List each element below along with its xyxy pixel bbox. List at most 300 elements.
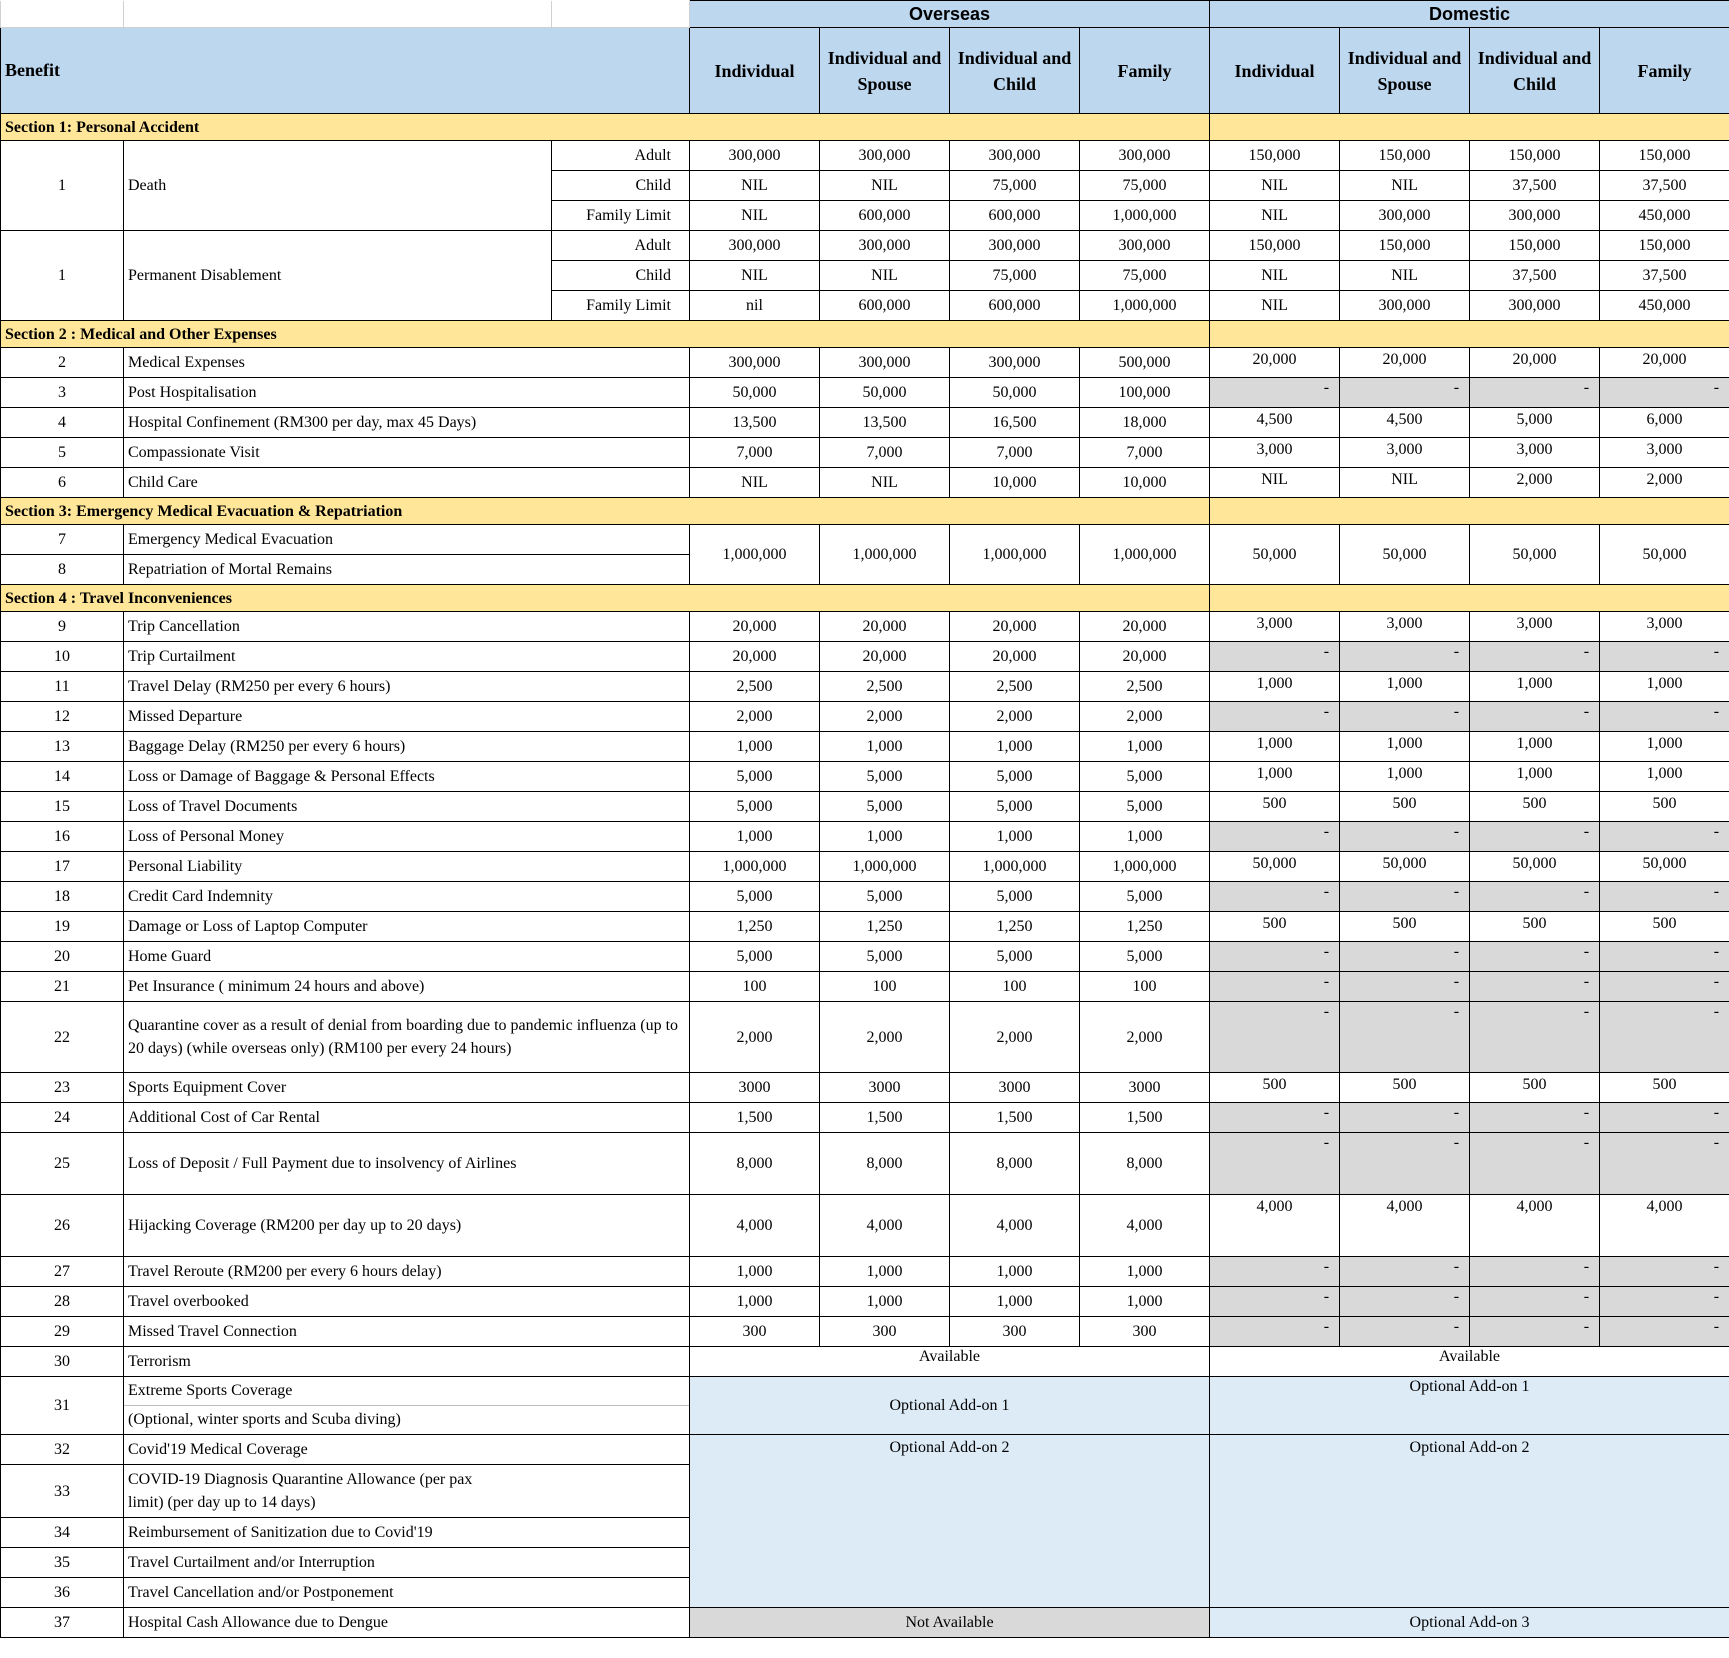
overseas-value: 5,000 xyxy=(950,762,1080,792)
sub-label: Adult xyxy=(552,231,690,261)
overseas-value: 5,000 xyxy=(690,762,820,792)
domestic-value: - xyxy=(1470,1133,1600,1195)
overseas-value: 300 xyxy=(690,1317,820,1347)
overseas-value: 50,000 xyxy=(820,378,950,408)
overseas-value: 500,000 xyxy=(1080,348,1210,378)
overseas-value: 2,000 xyxy=(690,1002,820,1073)
benefit-value: 150,000 xyxy=(1470,231,1600,261)
blank-cell xyxy=(1,1,124,28)
domestic-value: - xyxy=(1210,1317,1340,1347)
overseas-value: 2,000 xyxy=(1080,1002,1210,1073)
benefit-value: 150,000 xyxy=(1340,231,1470,261)
benefit-number: 33 xyxy=(1,1465,124,1518)
domestic-value: 1,000 xyxy=(1600,732,1729,762)
benefit-number: 14 xyxy=(1,762,124,792)
benefit-row xyxy=(1,1377,1729,1435)
domestic-value: 20,000 xyxy=(1470,348,1600,378)
plan-column-header: Family xyxy=(1080,28,1210,114)
overseas-value: 20,000 xyxy=(690,612,820,642)
domestic-value: 3,000 xyxy=(1210,438,1340,468)
benefit-number: 28 xyxy=(1,1287,124,1317)
benefit-number: 5 xyxy=(1,438,124,468)
domestic-value: - xyxy=(1470,882,1600,912)
benefit-name: Repatriation of Mortal Remains xyxy=(124,555,690,585)
domestic-value: - xyxy=(1600,1287,1729,1317)
benefit-value: 300,000 xyxy=(820,231,950,261)
domestic-value: 500 xyxy=(1340,1073,1470,1103)
domestic-value: - xyxy=(1470,972,1600,1002)
benefit-name: Trip Cancellation xyxy=(124,612,690,642)
domestic-value: 3,000 xyxy=(1470,438,1600,468)
benefit-row xyxy=(1,1608,1729,1638)
benefit-number: 12 xyxy=(1,702,124,732)
benefit-number: 15 xyxy=(1,792,124,822)
benefit-name: Hospital Cash Allowance due to Dengue xyxy=(124,1608,690,1638)
domestic-value: - xyxy=(1340,1317,1470,1347)
overseas-value: 4,000 xyxy=(690,1195,820,1257)
benefit-row xyxy=(1,408,1729,438)
benefit-value: 300,000 xyxy=(1080,231,1210,261)
pa-row xyxy=(1,231,1729,261)
overseas-value: 1,000 xyxy=(1080,732,1210,762)
domestic-value: - xyxy=(1210,882,1340,912)
domestic-value: 6,000 xyxy=(1600,408,1729,438)
plan-column-header: Individual and Spouse xyxy=(820,28,950,114)
benefit-number: 23 xyxy=(1,1073,124,1103)
benefit-name: Loss of Personal Money xyxy=(124,822,690,852)
domestic-value: 20,000 xyxy=(1340,348,1470,378)
benefit-value: 37,500 xyxy=(1470,261,1600,291)
overseas-value: 5,000 xyxy=(690,792,820,822)
benefit-number: 22 xyxy=(1,1002,124,1073)
benefit-value: 600,000 xyxy=(950,291,1080,321)
domestic-value: - xyxy=(1600,822,1729,852)
overseas-value: 1,250 xyxy=(1080,912,1210,942)
benefit-row xyxy=(1,438,1729,468)
domestic-value: - xyxy=(1210,1287,1340,1317)
overseas-value: 2,500 xyxy=(1080,672,1210,702)
benefit-row xyxy=(1,1435,1729,1465)
benefit-row xyxy=(1,468,1729,498)
benefit-value: 600,000 xyxy=(820,201,950,231)
benefit-number: 19 xyxy=(1,912,124,942)
domestic-value: 50,000 xyxy=(1470,525,1600,585)
domestic-addon: Optional Add-on 2 xyxy=(1210,1435,1729,1608)
benefit-name: Credit Card Indemnity xyxy=(124,882,690,912)
domestic-value: 1,000 xyxy=(1600,672,1729,702)
benefit-name: Additional Cost of Car Rental xyxy=(124,1103,690,1133)
overseas-value: 7,000 xyxy=(1080,438,1210,468)
benefit-value: 1,000,000 xyxy=(1080,291,1210,321)
domestic-value: 2,000 xyxy=(1600,468,1729,498)
overseas-value: 1,000,000 xyxy=(1080,525,1210,585)
domestic-value: - xyxy=(1470,822,1600,852)
domestic-value: - xyxy=(1210,822,1340,852)
overseas-value: 1,000 xyxy=(690,1287,820,1317)
overseas-value: NIL xyxy=(820,468,950,498)
domestic-value: 1,000 xyxy=(1340,672,1470,702)
overseas-value: 1,000 xyxy=(820,1287,950,1317)
section-fill xyxy=(1210,585,1729,612)
plan-column-header: Individual xyxy=(690,28,820,114)
domestic-value: 50,000 xyxy=(1600,525,1729,585)
domestic-value: 500 xyxy=(1600,912,1729,942)
overseas-value: 1,500 xyxy=(950,1103,1080,1133)
benefit-row xyxy=(1,702,1729,732)
benefit-value: NIL xyxy=(1340,171,1470,201)
blank-cell xyxy=(552,1,690,28)
benefit-number: 8 xyxy=(1,555,124,585)
benefit-row xyxy=(1,762,1729,792)
benefit-value: 300,000 xyxy=(1340,201,1470,231)
benefit-value: nil xyxy=(690,291,820,321)
benefit-value: 600,000 xyxy=(820,291,950,321)
benefit-value: 150,000 xyxy=(1600,231,1729,261)
domestic-value: - xyxy=(1600,1133,1729,1195)
overseas-value: 20,000 xyxy=(820,642,950,672)
domestic-availability: Available xyxy=(1210,1347,1729,1377)
overseas-value: 8,000 xyxy=(1080,1133,1210,1195)
overseas-value: 5,000 xyxy=(820,792,950,822)
benefit-name: Hospital Confinement (RM300 per day, max 45 Days) xyxy=(124,408,690,438)
benefit-name: Travel Delay (RM250 per every 6 hours) xyxy=(124,672,690,702)
overseas-value: 1,000 xyxy=(690,822,820,852)
benefit-number: 11 xyxy=(1,672,124,702)
benefit-name: Loss of Travel Documents xyxy=(124,792,690,822)
benefit-row xyxy=(1,642,1729,672)
overseas-value: 100,000 xyxy=(1080,378,1210,408)
section-title: Section 1: Personal Accident xyxy=(1,114,1210,141)
domestic-value: - xyxy=(1210,972,1340,1002)
benefit-row xyxy=(1,822,1729,852)
overseas-value: 5,000 xyxy=(1080,762,1210,792)
domestic-value: 1,000 xyxy=(1340,732,1470,762)
benefit-value: 150,000 xyxy=(1470,141,1600,171)
benefit-number: 1 xyxy=(1,231,124,321)
benefit-number: 21 xyxy=(1,972,124,1002)
benefit-name: Baggage Delay (RM250 per every 6 hours) xyxy=(124,732,690,762)
benefit-value: 75,000 xyxy=(950,261,1080,291)
benefit-name: Travel Curtailment and/or Interruption xyxy=(124,1548,690,1578)
domestic-header: Domestic xyxy=(1210,1,1729,28)
overseas-value: 20,000 xyxy=(1080,642,1210,672)
domestic-value: 1,000 xyxy=(1210,672,1340,702)
benefit-row xyxy=(1,792,1729,822)
domestic-value: 500 xyxy=(1340,792,1470,822)
overseas-value: 100 xyxy=(1080,972,1210,1002)
benefit-name: Missed Travel Connection xyxy=(124,1317,690,1347)
domestic-value: - xyxy=(1470,1002,1600,1073)
benefit-row xyxy=(1,612,1729,642)
benefit-row xyxy=(1,1103,1729,1133)
overseas-value: 1,000,000 xyxy=(820,525,950,585)
benefit-number: 35 xyxy=(1,1548,124,1578)
overseas-value: 1,000 xyxy=(950,822,1080,852)
domestic-value: 20,000 xyxy=(1600,348,1729,378)
overseas-value: 1,000,000 xyxy=(950,525,1080,585)
domestic-value: 50,000 xyxy=(1210,525,1340,585)
group-header-row xyxy=(1,1,1729,28)
benefit-name: Loss or Damage of Baggage & Personal Effects xyxy=(124,762,690,792)
benefit-number: 18 xyxy=(1,882,124,912)
overseas-value: 1,000 xyxy=(820,1257,950,1287)
overseas-value: 100 xyxy=(690,972,820,1002)
overseas-value: 100 xyxy=(820,972,950,1002)
benefit-value: 300,000 xyxy=(950,231,1080,261)
benefit-row xyxy=(1,1073,1729,1103)
domestic-value: - xyxy=(1340,942,1470,972)
benefit-number: 2 xyxy=(1,348,124,378)
overseas-value: 5,000 xyxy=(1080,942,1210,972)
benefit-name: Missed Departure xyxy=(124,702,690,732)
sub-label: Child xyxy=(552,171,690,201)
overseas-availability: Not Available xyxy=(690,1608,1210,1638)
domestic-value: 5,000 xyxy=(1470,408,1600,438)
benefit-value: 300,000 xyxy=(1470,201,1600,231)
domestic-value: 50,000 xyxy=(1470,852,1600,882)
domestic-value: - xyxy=(1470,1287,1600,1317)
domestic-value: - xyxy=(1600,1257,1729,1287)
benefit-row xyxy=(1,942,1729,972)
benefit-number: 37 xyxy=(1,1608,124,1638)
overseas-value: 18,000 xyxy=(1080,408,1210,438)
overseas-value: 300,000 xyxy=(690,348,820,378)
benefit-row xyxy=(1,348,1729,378)
domestic-value: - xyxy=(1470,642,1600,672)
overseas-value: 2,500 xyxy=(950,672,1080,702)
benefit-row xyxy=(1,912,1729,942)
plan-column-header: Individual and Child xyxy=(1470,28,1600,114)
benefit-name: Home Guard xyxy=(124,942,690,972)
domestic-value: - xyxy=(1340,1257,1470,1287)
benefit-value: 75,000 xyxy=(1080,261,1210,291)
overseas-value: 2,000 xyxy=(950,1002,1080,1073)
overseas-value: 1,000 xyxy=(1080,1287,1210,1317)
domestic-value: - xyxy=(1340,1287,1470,1317)
domestic-value: 500 xyxy=(1210,792,1340,822)
benefit-number: 10 xyxy=(1,642,124,672)
benefit-number: 32 xyxy=(1,1435,124,1465)
overseas-value: 1,000,000 xyxy=(1080,852,1210,882)
overseas-value: 1,000,000 xyxy=(690,525,820,585)
overseas-value: 50,000 xyxy=(690,378,820,408)
benefit-value: 300,000 xyxy=(820,141,950,171)
benefit-number: 27 xyxy=(1,1257,124,1287)
benefit-name: Travel overbooked xyxy=(124,1287,690,1317)
overseas-value: 8,000 xyxy=(690,1133,820,1195)
domestic-value: - xyxy=(1340,1103,1470,1133)
overseas-value: 5,000 xyxy=(690,882,820,912)
benefit-number: 4 xyxy=(1,408,124,438)
overseas-value: 1,000 xyxy=(690,732,820,762)
overseas-value: 10,000 xyxy=(1080,468,1210,498)
benefit-name: Covid'19 Medical Coverage xyxy=(124,1435,690,1465)
benefit-name-note: (Optional, winter sports and Scuba diving) xyxy=(124,1405,689,1434)
benefit-row xyxy=(1,1133,1729,1195)
section-title: Section 4 : Travel Inconveniences xyxy=(1,585,1210,612)
benefit-value: 300,000 xyxy=(690,231,820,261)
overseas-value: 1,000 xyxy=(690,1257,820,1287)
overseas-value: 5,000 xyxy=(950,882,1080,912)
domestic-addon: Optional Add-on 1 xyxy=(1210,1377,1729,1435)
overseas-value: 20,000 xyxy=(950,612,1080,642)
overseas-value: 1,000 xyxy=(950,1257,1080,1287)
benefit-value: 37,500 xyxy=(1600,261,1729,291)
overseas-value: 300,000 xyxy=(820,348,950,378)
domestic-value: NIL xyxy=(1210,468,1340,498)
domestic-value: 500 xyxy=(1470,792,1600,822)
benefit-value: 300,000 xyxy=(1470,291,1600,321)
domestic-value: 50,000 xyxy=(1600,852,1729,882)
plan-column-header: Family xyxy=(1600,28,1729,114)
domestic-value: 1,000 xyxy=(1600,762,1729,792)
overseas-value: 2,000 xyxy=(820,702,950,732)
benefit-number: 26 xyxy=(1,1195,124,1257)
sub-label: Family Limit xyxy=(552,291,690,321)
benefit-row xyxy=(1,378,1729,408)
overseas-header: Overseas xyxy=(690,1,1210,28)
benefit-name: Loss of Deposit / Full Payment due to insolvency of Airlines xyxy=(124,1133,690,1195)
overseas-value: 2,000 xyxy=(690,702,820,732)
benefit-name: COVID-19 Diagnosis Quarantine Allowance (per pax limit) (per day up to 14 days) xyxy=(124,1465,690,1518)
overseas-value: 4,000 xyxy=(1080,1195,1210,1257)
section-row xyxy=(1,498,1729,525)
overseas-value: 20,000 xyxy=(690,642,820,672)
benefit-name: Travel Cancellation and/or Postponement xyxy=(124,1578,690,1608)
domestic-value: 500 xyxy=(1210,912,1340,942)
overseas-value: 1,000 xyxy=(950,732,1080,762)
benefit-value: 75,000 xyxy=(1080,171,1210,201)
domestic-value: - xyxy=(1600,642,1729,672)
benefit-value: NIL xyxy=(820,261,950,291)
benefit-value: 300,000 xyxy=(950,141,1080,171)
overseas-value: 50,000 xyxy=(950,378,1080,408)
benefit-number: 13 xyxy=(1,732,124,762)
benefit-name: Reimbursement of Sanitization due to Covid'19 xyxy=(124,1518,690,1548)
section-fill xyxy=(1210,498,1729,525)
benefit-row xyxy=(1,1347,1729,1377)
domestic-value: - xyxy=(1600,378,1729,408)
benefit-name: Compassionate Visit xyxy=(124,438,690,468)
domestic-value: 1,000 xyxy=(1470,672,1600,702)
benefit-value: NIL xyxy=(690,201,820,231)
benefit-value: NIL xyxy=(1210,201,1340,231)
benefit-number: 9 xyxy=(1,612,124,642)
overseas-value: 1,250 xyxy=(950,912,1080,942)
benefit-value: 600,000 xyxy=(950,201,1080,231)
domestic-value: 3,000 xyxy=(1600,612,1729,642)
overseas-value: 13,500 xyxy=(690,408,820,438)
overseas-value: 5,000 xyxy=(820,762,950,792)
overseas-value: 1,250 xyxy=(820,912,950,942)
benefit-row xyxy=(1,672,1729,702)
overseas-value: 7,000 xyxy=(820,438,950,468)
benefit-value: 150,000 xyxy=(1340,141,1470,171)
overseas-value: 2,500 xyxy=(690,672,820,702)
overseas-value: 3000 xyxy=(950,1073,1080,1103)
domestic-value: 3,000 xyxy=(1470,612,1600,642)
benefit-value: 1,000,000 xyxy=(1080,201,1210,231)
overseas-value: 20,000 xyxy=(1080,612,1210,642)
benefit-number: 16 xyxy=(1,822,124,852)
benefit-name: Child Care xyxy=(124,468,690,498)
benefit-value: 37,500 xyxy=(1600,171,1729,201)
overseas-value: 2,000 xyxy=(1080,702,1210,732)
benefit-number: 17 xyxy=(1,852,124,882)
benefit-value: 300,000 xyxy=(690,141,820,171)
domestic-value: - xyxy=(1210,378,1340,408)
overseas-value: 1,000 xyxy=(1080,822,1210,852)
overseas-value: 1,000 xyxy=(1080,1257,1210,1287)
benefit-value: NIL xyxy=(690,171,820,201)
domestic-value: 3,000 xyxy=(1340,438,1470,468)
overseas-value: 5,000 xyxy=(820,882,950,912)
domestic-value: - xyxy=(1210,942,1340,972)
overseas-value: 1,500 xyxy=(820,1103,950,1133)
benefit-number: 30 xyxy=(1,1347,124,1377)
domestic-value: 500 xyxy=(1600,1073,1729,1103)
overseas-value: 1,500 xyxy=(690,1103,820,1133)
overseas-addon: Optional Add-on 1 xyxy=(690,1377,1210,1435)
benefit-row xyxy=(1,1287,1729,1317)
domestic-value: 500 xyxy=(1340,912,1470,942)
benefit-number: 36 xyxy=(1,1578,124,1608)
benefit-value: 300,000 xyxy=(1340,291,1470,321)
benefit-value: 300,000 xyxy=(1080,141,1210,171)
overseas-value: 7,000 xyxy=(690,438,820,468)
overseas-addon: Optional Add-on 2 xyxy=(690,1435,1210,1608)
domestic-value: - xyxy=(1600,1002,1729,1073)
domestic-value: - xyxy=(1600,1103,1729,1133)
domestic-value: NIL xyxy=(1340,468,1470,498)
benefit-number: 7 xyxy=(1,525,124,555)
benefit-name: Terrorism xyxy=(124,1347,690,1377)
overseas-value: 300 xyxy=(1080,1317,1210,1347)
overseas-value: 5,000 xyxy=(1080,882,1210,912)
domestic-value: - xyxy=(1470,702,1600,732)
benefit-name: Permanent Disablement xyxy=(124,231,552,321)
domestic-value: 4,000 xyxy=(1600,1195,1729,1257)
overseas-value: 2,000 xyxy=(820,1002,950,1073)
domestic-value: - xyxy=(1340,642,1470,672)
domestic-value: 4,000 xyxy=(1340,1195,1470,1257)
benefit-name: Travel Reroute (RM200 per every 6 hours delay) xyxy=(124,1257,690,1287)
overseas-value: 20,000 xyxy=(950,642,1080,672)
benefit-value: NIL xyxy=(1210,261,1340,291)
overseas-value: 10,000 xyxy=(950,468,1080,498)
domestic-value: 4,000 xyxy=(1470,1195,1600,1257)
section-title: Section 2 : Medical and Other Expenses xyxy=(1,321,1210,348)
domestic-value: 1,000 xyxy=(1470,762,1600,792)
overseas-value: 8,000 xyxy=(950,1133,1080,1195)
pa-row xyxy=(1,141,1729,171)
benefit-name: Sports Equipment Cover xyxy=(124,1073,690,1103)
benefit-value: 450,000 xyxy=(1600,201,1729,231)
domestic-value: - xyxy=(1340,378,1470,408)
section-fill xyxy=(1210,114,1729,141)
benefit-number: 6 xyxy=(1,468,124,498)
domestic-value: 1,000 xyxy=(1340,762,1470,792)
overseas-value: 300,000 xyxy=(950,348,1080,378)
domestic-value: - xyxy=(1470,1103,1600,1133)
benefit-number: 31 xyxy=(1,1377,124,1435)
overseas-value: 4,000 xyxy=(950,1195,1080,1257)
benefit-value: NIL xyxy=(820,171,950,201)
benefit-row xyxy=(1,1002,1729,1073)
benefit-name: Death xyxy=(124,141,552,231)
overseas-value: 2,000 xyxy=(950,702,1080,732)
domestic-value: - xyxy=(1340,972,1470,1002)
